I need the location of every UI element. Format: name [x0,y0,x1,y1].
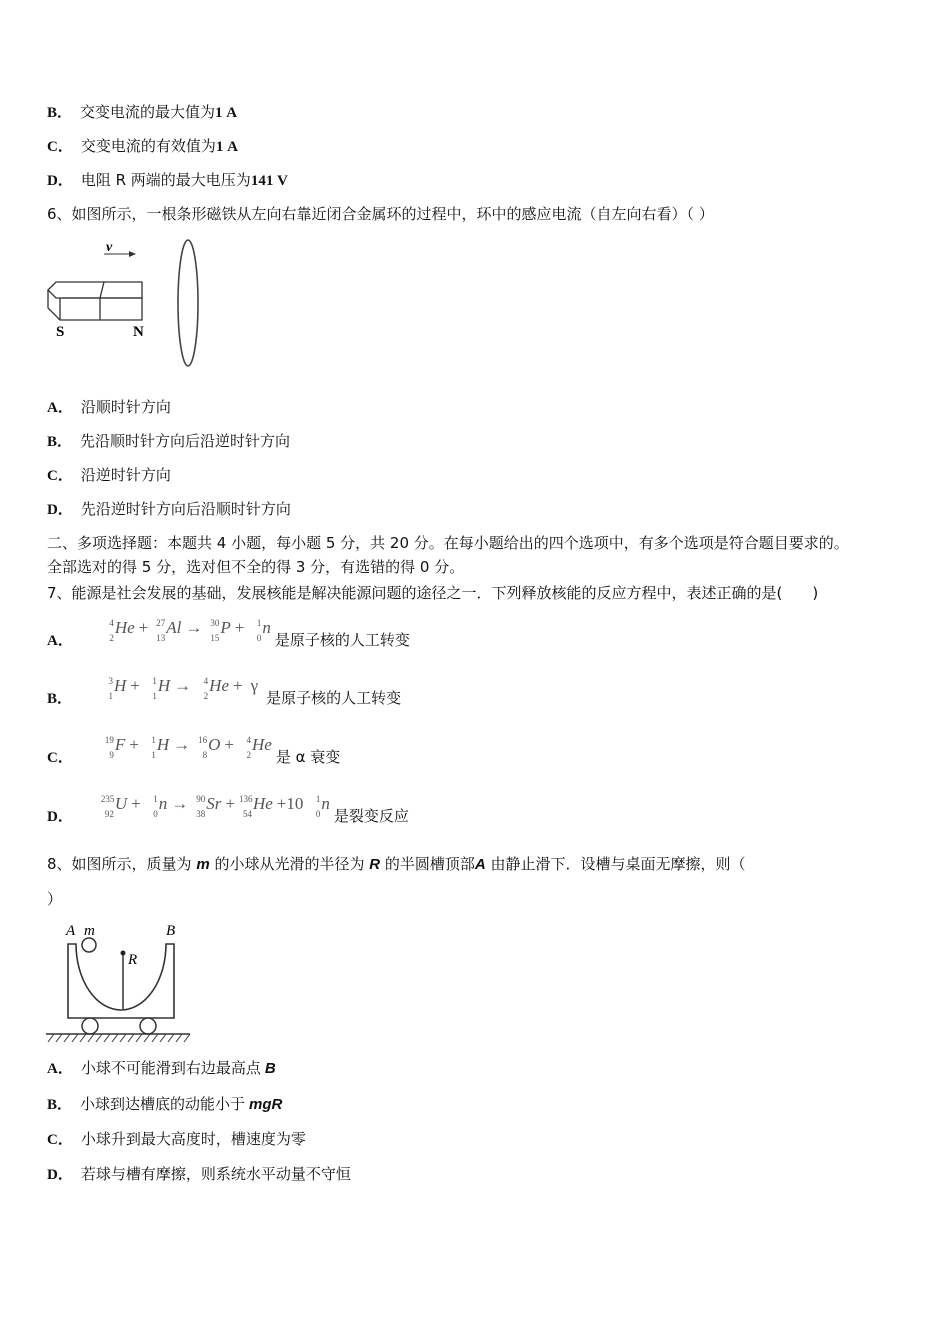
mass-symbol: m [196,856,210,873]
atomic-number: 9 [109,750,114,760]
option-label: B． [47,434,73,450]
q7-option [47,794,409,827]
q6-option [47,465,171,486]
nuclide [238,735,272,760]
q6-option [47,431,290,452]
q7-option [47,618,410,651]
element-symbol: H [156,735,170,754]
nuclide [152,618,182,643]
option-text: 小球升到最大高度时，槽速度为零 [80,1130,306,1148]
stem-text: 由静止滑下．设槽与桌面无摩擦，则（ [490,855,746,873]
nuclide [307,794,330,819]
q7-option [47,735,341,768]
mass-number: 136 [238,794,253,804]
q7-option [47,676,402,709]
stem-text: 8、如图所示，质量为 [47,855,192,873]
element-symbol: He [114,618,135,637]
element-symbol: n [262,618,271,637]
nuclide [143,735,170,760]
option-label: D． [47,173,73,189]
atomic-number: 2 [109,633,114,643]
option-text: 是原子核的人工转变 [266,689,402,707]
q7-stem: 7、能源是社会发展的基础，发展核能是解决能源问题的途径之一．下列释放核能的反应方程中，表述正确的是( ) [47,584,819,602]
point-a-symbol: A [474,856,486,873]
equation-operator: + [225,794,235,813]
q6-option [47,397,171,418]
option-label: C． [47,139,73,155]
nuclide [101,618,135,643]
section-2-heading-line1: 二、多项选择题：本题共 4 小题，每小题 5 分，共 20 分。在每小题给出的四个选项中，有多个选项是符合题目要求的。 [47,534,849,552]
option-label: A． [47,1061,73,1077]
nuclide [145,794,168,819]
element-symbol: Sr [206,794,222,813]
equation-operator: + [233,676,243,695]
q5-option-b [47,102,237,123]
option-text: 小球不可能滑到右边最高点 [80,1059,261,1077]
option-symbol: mgR [249,1096,283,1113]
atomic-number: 0 [153,809,158,819]
mass-number: 1 [256,618,262,628]
q8-option [47,1164,355,1185]
option-label: C． [47,1132,73,1148]
mass-number: 1 [152,676,157,686]
wheel [140,1018,156,1034]
point-a-label: A [66,923,76,939]
nuclide [101,735,126,760]
nuclide [195,676,229,701]
atomic-number: 0 [256,633,262,643]
equation-operator: + [131,794,141,813]
mass-number: 19 [104,735,114,745]
mass-number: 4 [109,618,114,628]
mass-number: 16 [198,735,208,745]
equation-operator: → [185,618,203,637]
nuclear-equation [101,618,271,643]
radius-label: R [128,952,138,968]
atomic-number: 15 [210,633,220,643]
section-2-heading-line2: 全部选对的得 5 分，选对但不全的得 3 分，有选错的得 0 分。 [47,558,465,576]
element-symbol: He [251,735,272,754]
element-symbol: n [158,794,168,813]
mass-number: 4 [246,735,251,745]
equation-operator: → [173,735,191,754]
equation-operator: + [129,735,139,754]
q6-option [47,499,291,520]
option-label: A． [47,633,73,649]
option-label: D． [47,1167,73,1183]
option-label: C． [47,468,73,484]
option-label: B． [47,105,73,121]
nuclear-equation [100,794,330,819]
equation-operator: → [174,676,192,695]
mass-number: 235 [100,794,115,804]
element-symbol: He [252,794,273,813]
option-text: 沿顺时针方向 [80,398,171,416]
element-symbol: H [157,676,171,695]
option-text: 电阻 R 两端的最大电压为 [80,171,251,189]
atomic-number: 2 [203,691,209,701]
element-symbol: P [220,618,231,637]
option-text: 沿逆时针方向 [80,466,171,484]
option-text: 是裂变反应 [333,807,409,825]
metal-ring [178,240,198,366]
element-symbol: U [114,794,128,813]
velocity-label: v [106,240,113,255]
atomic-number: 54 [242,809,252,819]
equation-operator: + [234,618,245,637]
atomic-number: 38 [196,809,206,819]
mass-number: 1 [151,735,156,745]
element-symbol: He [209,676,229,695]
point-b-label: B [166,923,176,939]
q8-option [47,1058,276,1079]
option-label: B． [47,691,73,707]
option-text: 是原子核的人工转变 [274,631,410,649]
option-text: 是 α 衰变 [275,748,341,766]
nuclear-equation [101,735,272,760]
element-symbol: F [114,735,126,754]
q6-stem: 6、如图所示，一根条形磁铁从左向右靠近闭合金属环的过程中，环中的感应电流（自左向右看）（ ） [47,205,714,223]
south-pole-label: S [56,324,65,340]
nuclide [100,794,128,819]
stem-text: 的半圆槽顶部 [384,855,475,873]
option-label: C． [47,750,73,766]
magnet-ring-figure [44,238,214,370]
option-label: D． [47,809,73,825]
q8-option [47,1129,310,1150]
option-value: 141 V [250,173,288,189]
nuclide [194,735,221,760]
nuclear-equation [100,676,262,701]
option-value: 1 A [215,105,238,121]
option-text: 交变电流的有效值为 [80,137,216,155]
element-symbol: H [114,676,127,695]
equation-operator: → [171,794,189,813]
stem-text: 的小球从光滑的半径为 [214,855,365,873]
nuclide [248,618,271,643]
mass-number: 1 [153,794,158,804]
nuclide [192,794,222,819]
atomic-number: 92 [104,809,114,819]
nuclide [206,618,231,643]
option-text: 先沿逆时针方向后沿顺时针方向 [80,500,291,518]
atomic-number: 8 [202,750,208,760]
option-value: 1 A [215,139,238,155]
option-text: 若球与槽有摩擦，则系统水平动量不守恒 [80,1165,351,1183]
equation-operator: + [224,735,234,754]
q8-stem [47,854,746,875]
nuclide [144,676,171,701]
atomic-number: 1 [152,691,157,701]
mass-number: 3 [108,676,114,686]
mass-number: 4 [203,676,209,686]
q5-option-c [47,136,238,157]
mass-number: 1 [315,794,321,804]
option-text: 先沿顺时针方向后沿逆时针方向 [80,432,291,450]
nuclide [100,676,127,701]
element-symbol: n [321,794,330,813]
q5-option-d [47,170,288,191]
semicircle-groove-figure [44,918,194,1046]
nuclide [238,794,273,819]
wheel [82,1018,98,1034]
atomic-number: 2 [246,750,251,760]
north-pole-label: N [133,324,144,340]
option-label: D． [47,502,73,518]
mass-number: 90 [196,794,206,804]
ball [82,938,96,952]
equation-operator: γ [250,676,259,695]
atomic-number: 13 [156,633,166,643]
mass-label: m [84,923,95,939]
mass-number: 30 [210,618,220,628]
radius-symbol: R [369,856,381,873]
option-label: B． [47,1097,73,1113]
element-symbol: O [208,735,221,754]
atomic-number: 0 [315,809,321,819]
atomic-number: 1 [151,750,156,760]
equation-operator: + [138,618,149,637]
q8-option [47,1094,282,1115]
equation-operator: + [130,676,140,695]
option-label: A． [47,400,73,416]
q8-stem-end: ） [47,890,63,908]
mass-number: 27 [156,618,166,628]
equation-operator: +10 [276,794,304,813]
element-symbol: Al [166,618,182,637]
option-text: 交变电流的最大值为 [80,103,216,121]
option-text: 小球到达槽底的动能小于 [80,1095,246,1113]
option-symbol: B [264,1060,276,1077]
atomic-number: 1 [108,691,114,701]
